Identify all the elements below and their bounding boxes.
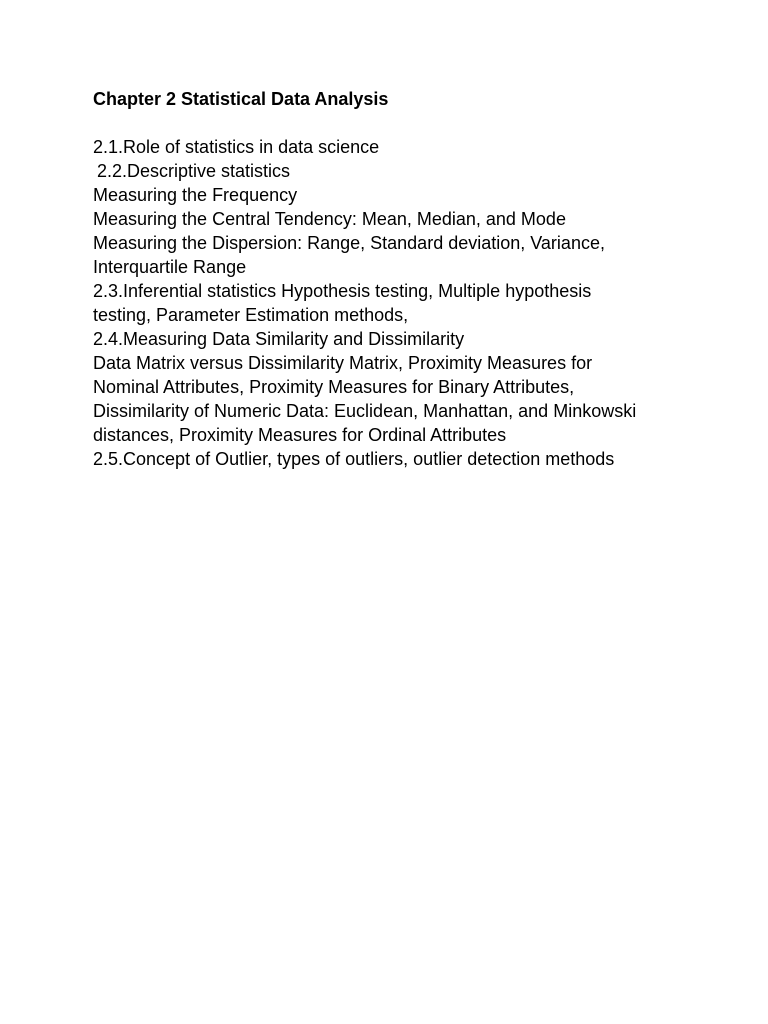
section-2-5: 2.5.Concept of Outlier, types of outliers, outlier detection methods: [93, 449, 615, 469]
blank-line: [93, 111, 683, 135]
section-2-1: 2.1.Role of statistics in data science: [93, 137, 380, 157]
topic-dispersion-cont: Interquartile Range: [93, 257, 247, 277]
section-2-2: 2.2.Descriptive statistics: [97, 161, 291, 181]
section-2-3-cont: testing, Parameter Estimation methods,: [93, 305, 409, 325]
topic-central-tendency: Measuring the Central Tendency: Mean, Median, and Mode: [93, 209, 566, 229]
topic-dispersion: Measuring the Dispersion: Range, Standard deviation, Variance,: [93, 233, 605, 253]
document-body: [93, 87, 683, 471]
topic-similarity-4: distances, Proximity Measures for Ordinal Attributes: [93, 425, 507, 445]
topic-frequency: Measuring the Frequency: [93, 185, 298, 205]
chapter-title: Chapter 2 Statistical Data Analysis: [93, 89, 389, 109]
topic-similarity-3: Dissimilarity of Numeric Data: Euclidean, Manhattan, and Minkowski: [93, 401, 637, 421]
topic-similarity-1: Data Matrix versus Dissimilarity Matrix, Proximity Measures for: [93, 353, 593, 373]
section-2-3: 2.3.Inferential statistics Hypothesis testing, Multiple hypothesis: [93, 281, 592, 301]
section-2-4: 2.4.Measuring Data Similarity and Dissimilarity: [93, 329, 465, 349]
topic-similarity-2: Nominal Attributes, Proximity Measures for Binary Attributes,: [93, 377, 575, 397]
